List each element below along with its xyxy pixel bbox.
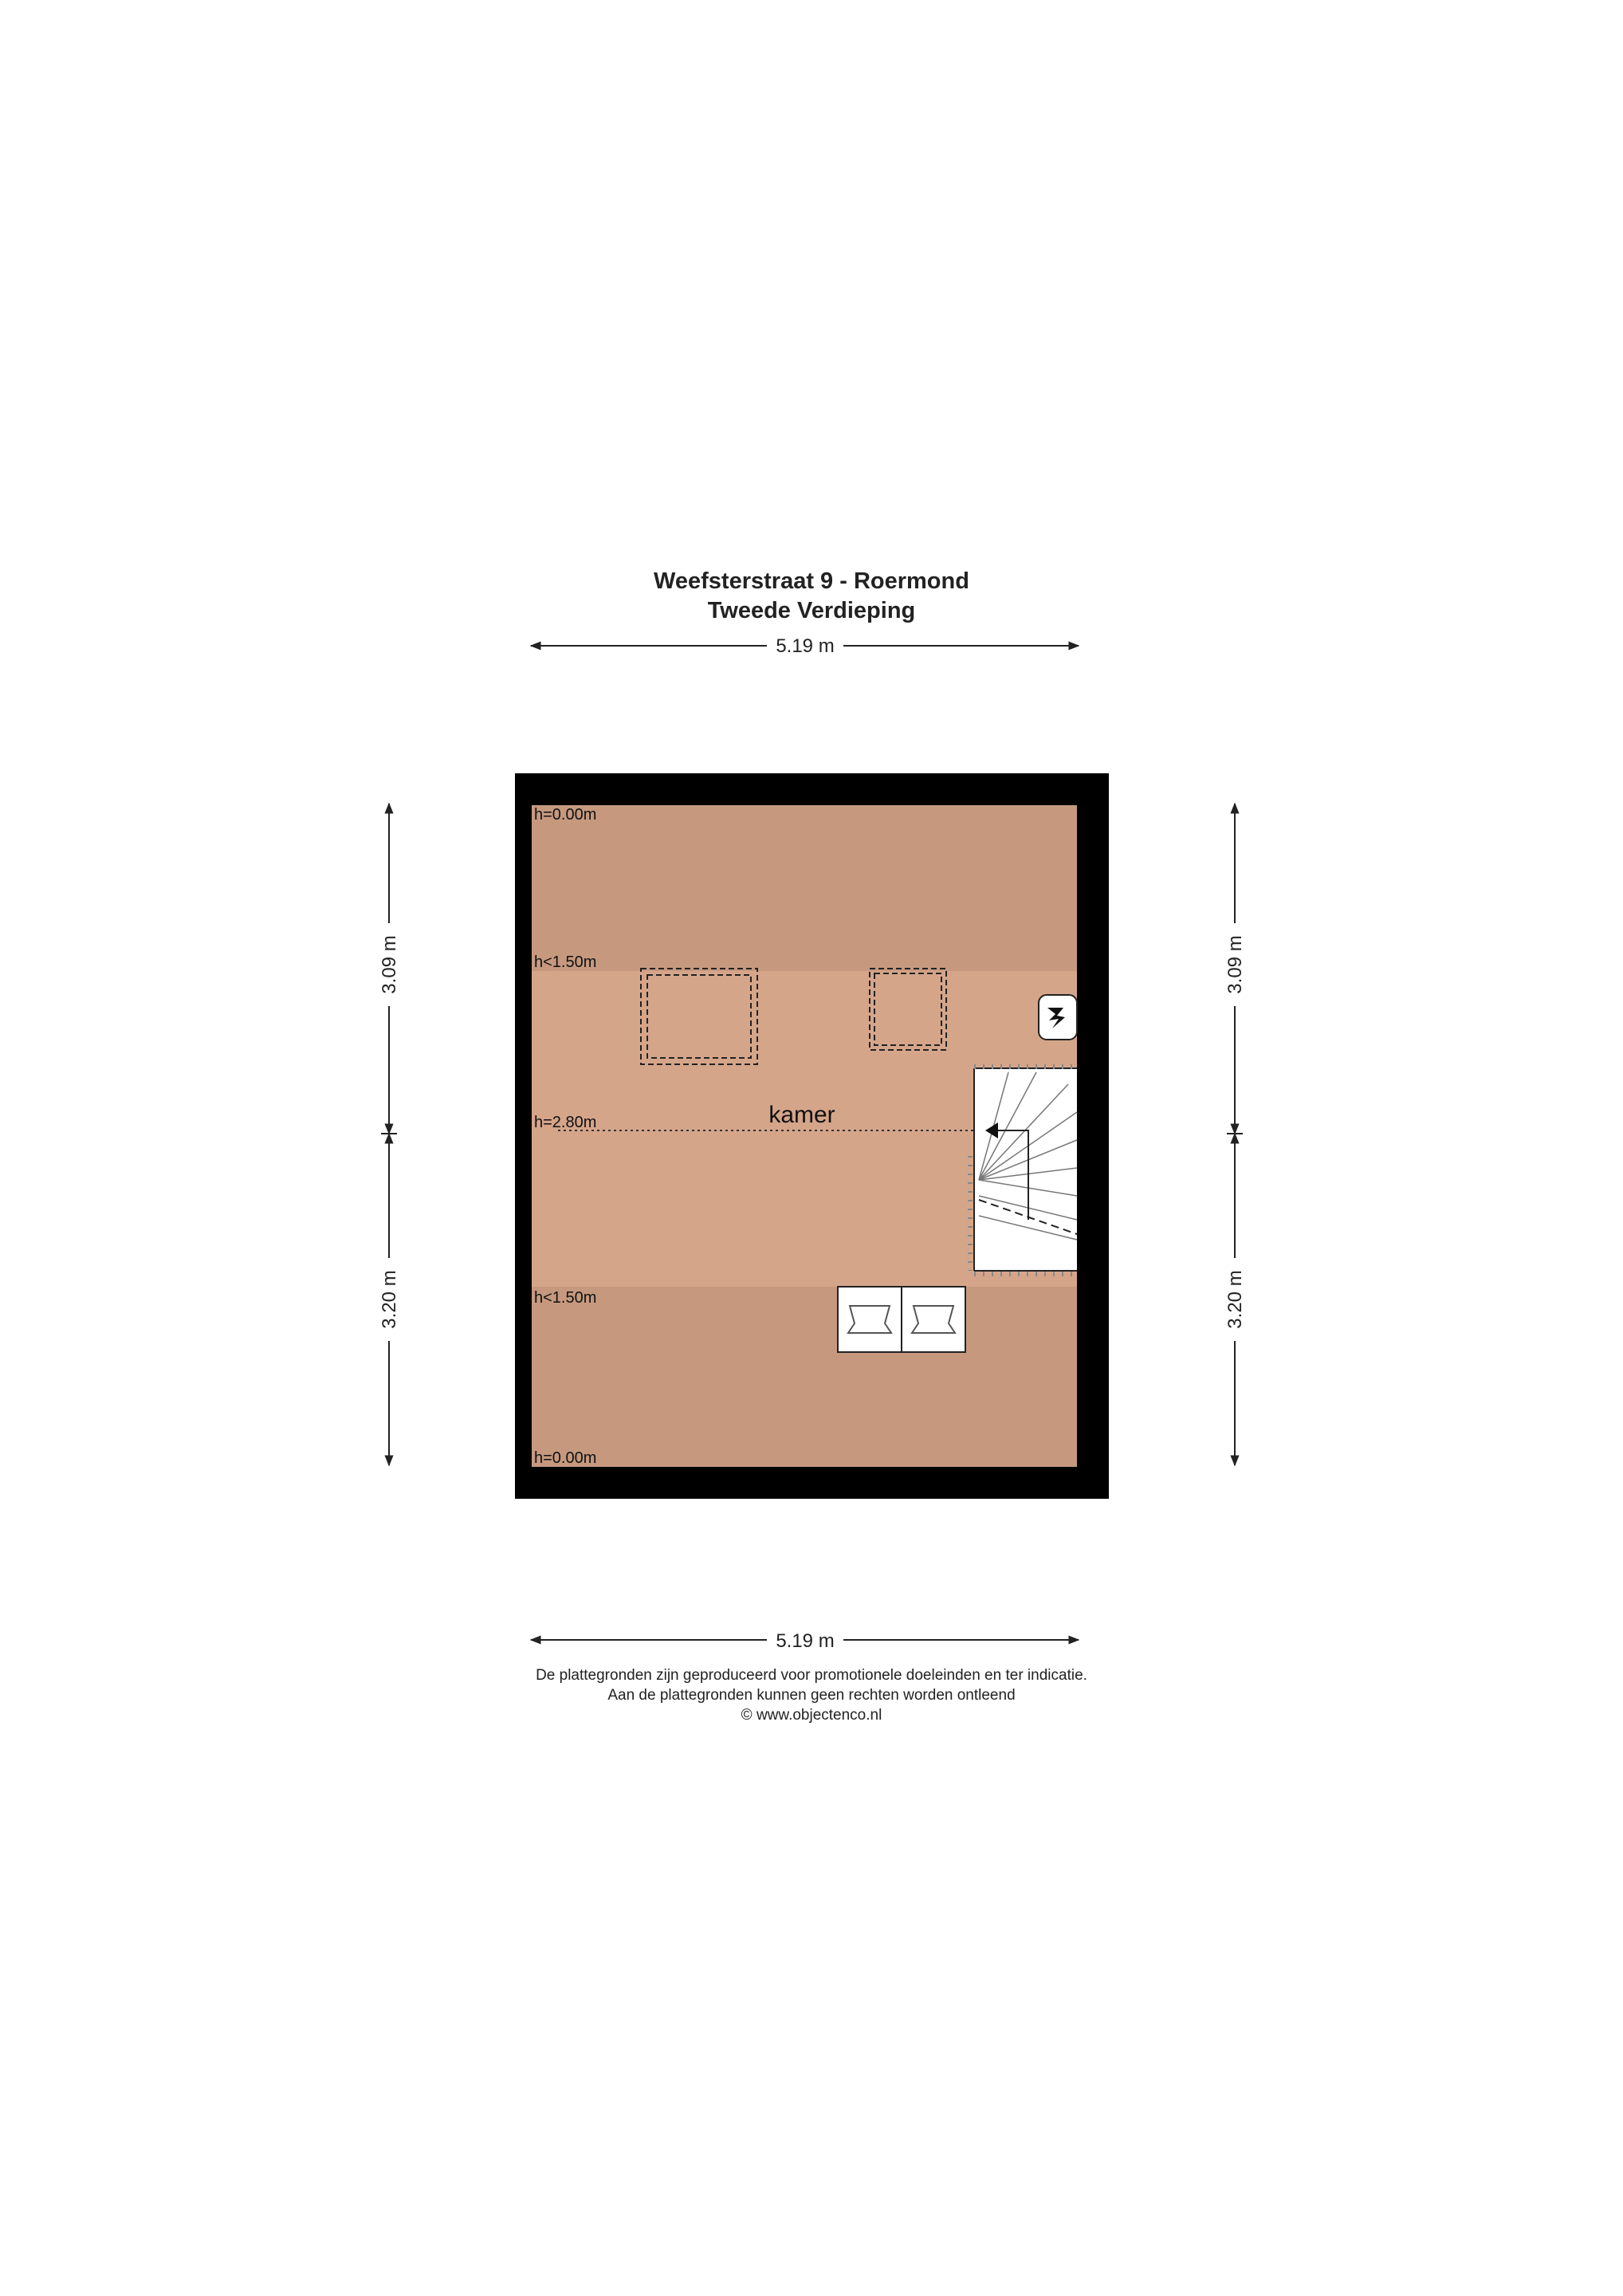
bottom-width-label: 5.19 m [776, 1630, 835, 1652]
left-upper-label: 3.09 m [379, 935, 400, 994]
right-lower-label: 3.20 m [1224, 1270, 1246, 1329]
staircase-icon [970, 1067, 1077, 1274]
room-label: kamer [768, 1102, 835, 1128]
height-label-top: h=0.00m [534, 806, 597, 824]
disclaimer-line-1: De plattegronden zijn geproduceerd voor promotionele doeleinden en ter indicatie. [536, 1667, 1087, 1684]
right-upper-label: 3.09 m [1224, 935, 1246, 994]
sink-icon [838, 1287, 902, 1352]
height-label-bottom: h=0.00m [534, 1449, 597, 1467]
top-width-label: 5.19 m [776, 635, 835, 657]
height-label-ridge: h=2.80m [534, 1114, 597, 1131]
floor-name: Tweede Verdieping [707, 598, 916, 623]
left-dimension [379, 804, 400, 1465]
sink-icon [902, 1287, 965, 1352]
heater-icon [1039, 995, 1077, 1040]
plan-title: Weefsterstraat 9 - Roermond [654, 568, 969, 594]
copyright-link[interactable]: © www.objectenco.nl [741, 1707, 882, 1724]
top-width-dimension [531, 635, 1079, 657]
bottom-width-dimension [531, 1630, 1079, 1652]
left-lower-label: 3.20 m [379, 1270, 400, 1329]
height-label-upper: h<1.50m [534, 953, 597, 971]
low-zone-top [532, 805, 1077, 971]
right-dimension [1224, 804, 1246, 1465]
height-label-lower: h<1.50m [534, 1289, 597, 1307]
disclaimer-line-2: Aan de plattegronden kunnen geen rechten worden ontleend [607, 1687, 1016, 1704]
low-zone-bottom [532, 1287, 1077, 1467]
